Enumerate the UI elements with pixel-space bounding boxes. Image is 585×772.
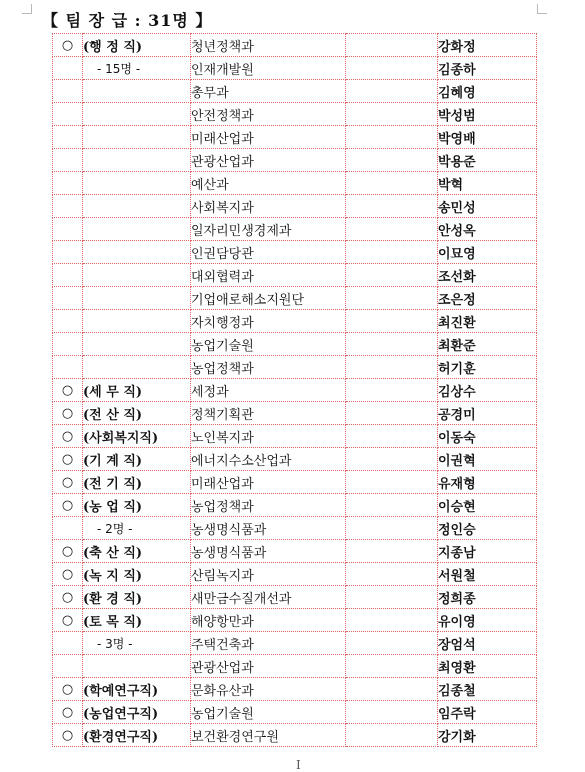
empty-cell	[346, 195, 438, 218]
row-marker	[53, 57, 83, 80]
job-series-label: (축 산 직)	[83, 540, 191, 563]
department-name: 미래산업과	[191, 471, 346, 494]
empty-cell	[346, 540, 438, 563]
page-corner-mark	[22, 4, 32, 14]
page-corner-mark	[537, 4, 547, 14]
job-series-label	[83, 655, 191, 678]
empty-cell	[346, 356, 438, 379]
row-marker	[53, 172, 83, 195]
department-name: 해양항만과	[191, 609, 346, 632]
person-name: 공경미	[438, 402, 537, 425]
department-name: 농업정책과	[191, 356, 346, 379]
empty-cell	[346, 333, 438, 356]
empty-cell	[346, 57, 438, 80]
empty-cell	[346, 103, 438, 126]
person-name: 김혜영	[438, 80, 537, 103]
job-series-label: - 3명 -	[83, 632, 191, 655]
job-series-label	[83, 195, 191, 218]
job-series-label: (토 목 직)	[83, 609, 191, 632]
department-name: 관광산업과	[191, 655, 346, 678]
table-row	[53, 448, 537, 471]
table-row	[53, 632, 537, 655]
row-marker: ○	[53, 609, 83, 632]
personnel-table	[52, 33, 537, 747]
job-series-label	[83, 333, 191, 356]
table-row	[53, 724, 537, 747]
row-marker	[53, 218, 83, 241]
empty-cell	[346, 402, 438, 425]
person-name: 유이영	[438, 609, 537, 632]
job-series-label: (행 정 직)	[83, 34, 191, 57]
person-name: 박혁	[438, 172, 537, 195]
empty-cell	[346, 701, 438, 724]
table-row	[53, 172, 537, 195]
department-name: 인재개발원	[191, 57, 346, 80]
department-name: 정책기획관	[191, 402, 346, 425]
job-series-label	[83, 80, 191, 103]
empty-cell	[346, 655, 438, 678]
job-series-label	[83, 287, 191, 310]
table-row	[53, 379, 537, 402]
empty-cell	[346, 379, 438, 402]
table-row	[53, 494, 537, 517]
person-name: 임주락	[438, 701, 537, 724]
row-marker: ○	[53, 425, 83, 448]
person-name: 허기훈	[438, 356, 537, 379]
table-row	[53, 80, 537, 103]
row-marker	[53, 149, 83, 172]
row-marker: ○	[53, 471, 83, 494]
department-name: 산림녹지과	[191, 563, 346, 586]
department-name: 관광산업과	[191, 149, 346, 172]
job-series-label: (녹 지 직)	[83, 563, 191, 586]
row-marker: ○	[53, 494, 83, 517]
row-marker: ○	[53, 34, 83, 57]
department-name: 노인복지과	[191, 425, 346, 448]
department-name: 예산과	[191, 172, 346, 195]
empty-cell	[346, 218, 438, 241]
table-row	[53, 333, 537, 356]
department-name: 대외협력과	[191, 264, 346, 287]
department-name: 기업애로해소지원단	[191, 287, 346, 310]
empty-cell	[346, 563, 438, 586]
person-name: 이동숙	[438, 425, 537, 448]
empty-cell	[346, 149, 438, 172]
empty-cell	[346, 678, 438, 701]
table-row	[53, 517, 537, 540]
job-series-label	[83, 172, 191, 195]
department-name: 사회복지과	[191, 195, 346, 218]
job-series-label: (사회복지직)	[83, 425, 191, 448]
empty-cell	[346, 126, 438, 149]
table-row	[53, 57, 537, 80]
job-series-label	[83, 218, 191, 241]
empty-cell	[346, 425, 438, 448]
empty-cell	[346, 471, 438, 494]
row-marker	[53, 264, 83, 287]
job-series-label: (농 업 직)	[83, 494, 191, 517]
personnel-table-body	[53, 34, 537, 747]
person-name: 박용준	[438, 149, 537, 172]
table-row	[53, 195, 537, 218]
empty-cell	[346, 494, 438, 517]
person-name: 이권혁	[438, 448, 537, 471]
job-series-label: (세 무 직)	[83, 379, 191, 402]
department-name: 인권담당관	[191, 241, 346, 264]
job-series-label: (전 기 직)	[83, 471, 191, 494]
department-name: 미래산업과	[191, 126, 346, 149]
job-series-label: (환 경 직)	[83, 586, 191, 609]
person-name: 정인승	[438, 517, 537, 540]
empty-cell	[346, 80, 438, 103]
row-marker	[53, 241, 83, 264]
row-marker: ○	[53, 586, 83, 609]
table-row	[53, 701, 537, 724]
job-series-label	[83, 356, 191, 379]
table-row	[53, 425, 537, 448]
page-title: 【 팀 장 급 : 31명 】	[42, 11, 213, 30]
empty-cell	[346, 241, 438, 264]
department-name: 농생명식품과	[191, 517, 346, 540]
row-marker: ○	[53, 540, 83, 563]
empty-cell	[346, 448, 438, 471]
row-marker	[53, 80, 83, 103]
empty-cell	[346, 724, 438, 747]
empty-cell	[346, 632, 438, 655]
table-row	[53, 310, 537, 333]
department-name: 총무과	[191, 80, 346, 103]
department-name: 농업기술원	[191, 333, 346, 356]
empty-cell	[346, 172, 438, 195]
table-row	[53, 241, 537, 264]
job-series-label: (학예연구직)	[83, 678, 191, 701]
row-marker	[53, 126, 83, 149]
person-name: 안성옥	[438, 218, 537, 241]
job-series-label: - 2명 -	[83, 517, 191, 540]
department-name: 세정과	[191, 379, 346, 402]
row-marker	[53, 333, 83, 356]
table-row	[53, 264, 537, 287]
table-row	[53, 563, 537, 586]
person-name: 유재형	[438, 471, 537, 494]
person-name: 김종하	[438, 57, 537, 80]
person-name: 송민성	[438, 195, 537, 218]
row-marker: ○	[53, 701, 83, 724]
job-series-label	[83, 126, 191, 149]
person-name: 박영배	[438, 126, 537, 149]
table-row	[53, 149, 537, 172]
person-name: 장엄석	[438, 632, 537, 655]
row-marker	[53, 195, 83, 218]
job-series-label	[83, 310, 191, 333]
job-series-label: (환경연구직)	[83, 724, 191, 747]
job-series-label	[83, 264, 191, 287]
department-name: 농생명식품과	[191, 540, 346, 563]
text-cursor-icon: Ⅰ	[296, 758, 301, 772]
empty-cell	[346, 264, 438, 287]
person-name: 김상수	[438, 379, 537, 402]
row-marker	[53, 632, 83, 655]
job-series-label	[83, 149, 191, 172]
person-name: 서원철	[438, 563, 537, 586]
department-name: 에너지수소산업과	[191, 448, 346, 471]
person-name: 최환준	[438, 333, 537, 356]
department-name: 청년정책과	[191, 34, 346, 57]
row-marker: ○	[53, 402, 83, 425]
job-series-label	[83, 241, 191, 264]
row-marker	[53, 310, 83, 333]
empty-cell	[346, 586, 438, 609]
table-row	[53, 103, 537, 126]
department-name: 주택건축과	[191, 632, 346, 655]
empty-cell	[346, 609, 438, 632]
person-name: 김종철	[438, 678, 537, 701]
table-row	[53, 402, 537, 425]
row-marker	[53, 356, 83, 379]
table-row	[53, 471, 537, 494]
person-name: 강화정	[438, 34, 537, 57]
job-series-label: (전 산 직)	[83, 402, 191, 425]
department-name: 새만금수질개선과	[191, 586, 346, 609]
person-name: 이묘영	[438, 241, 537, 264]
person-name: 조선화	[438, 264, 537, 287]
table-row	[53, 540, 537, 563]
department-name: 농업기술원	[191, 701, 346, 724]
job-series-label: (기 계 직)	[83, 448, 191, 471]
table-row	[53, 655, 537, 678]
empty-cell	[346, 517, 438, 540]
job-series-label	[83, 103, 191, 126]
person-name: 조은정	[438, 287, 537, 310]
row-marker: ○	[53, 678, 83, 701]
department-name: 보건환경연구원	[191, 724, 346, 747]
table-row	[53, 126, 537, 149]
row-marker: ○	[53, 724, 83, 747]
row-marker: ○	[53, 379, 83, 402]
table-row	[53, 218, 537, 241]
department-name: 안전정책과	[191, 103, 346, 126]
empty-cell	[346, 310, 438, 333]
row-marker: ○	[53, 448, 83, 471]
table-row	[53, 34, 537, 57]
row-marker	[53, 517, 83, 540]
person-name: 최진환	[438, 310, 537, 333]
person-name: 이승현	[438, 494, 537, 517]
table-row	[53, 356, 537, 379]
row-marker	[53, 287, 83, 310]
person-name: 정희종	[438, 586, 537, 609]
person-name: 지종남	[438, 540, 537, 563]
department-name: 일자리민생경제과	[191, 218, 346, 241]
empty-cell	[346, 287, 438, 310]
row-marker	[53, 655, 83, 678]
row-marker	[53, 103, 83, 126]
table-row	[53, 609, 537, 632]
department-name: 자치행정과	[191, 310, 346, 333]
table-row	[53, 287, 537, 310]
person-name: 최영환	[438, 655, 537, 678]
table-row	[53, 678, 537, 701]
department-name: 농업정책과	[191, 494, 346, 517]
department-name: 문화유산과	[191, 678, 346, 701]
person-name: 박성범	[438, 103, 537, 126]
job-series-label: (농업연구직)	[83, 701, 191, 724]
job-series-label: - 15명 -	[83, 57, 191, 80]
table-row	[53, 586, 537, 609]
empty-cell	[346, 34, 438, 57]
person-name: 강기화	[438, 724, 537, 747]
row-marker: ○	[53, 563, 83, 586]
